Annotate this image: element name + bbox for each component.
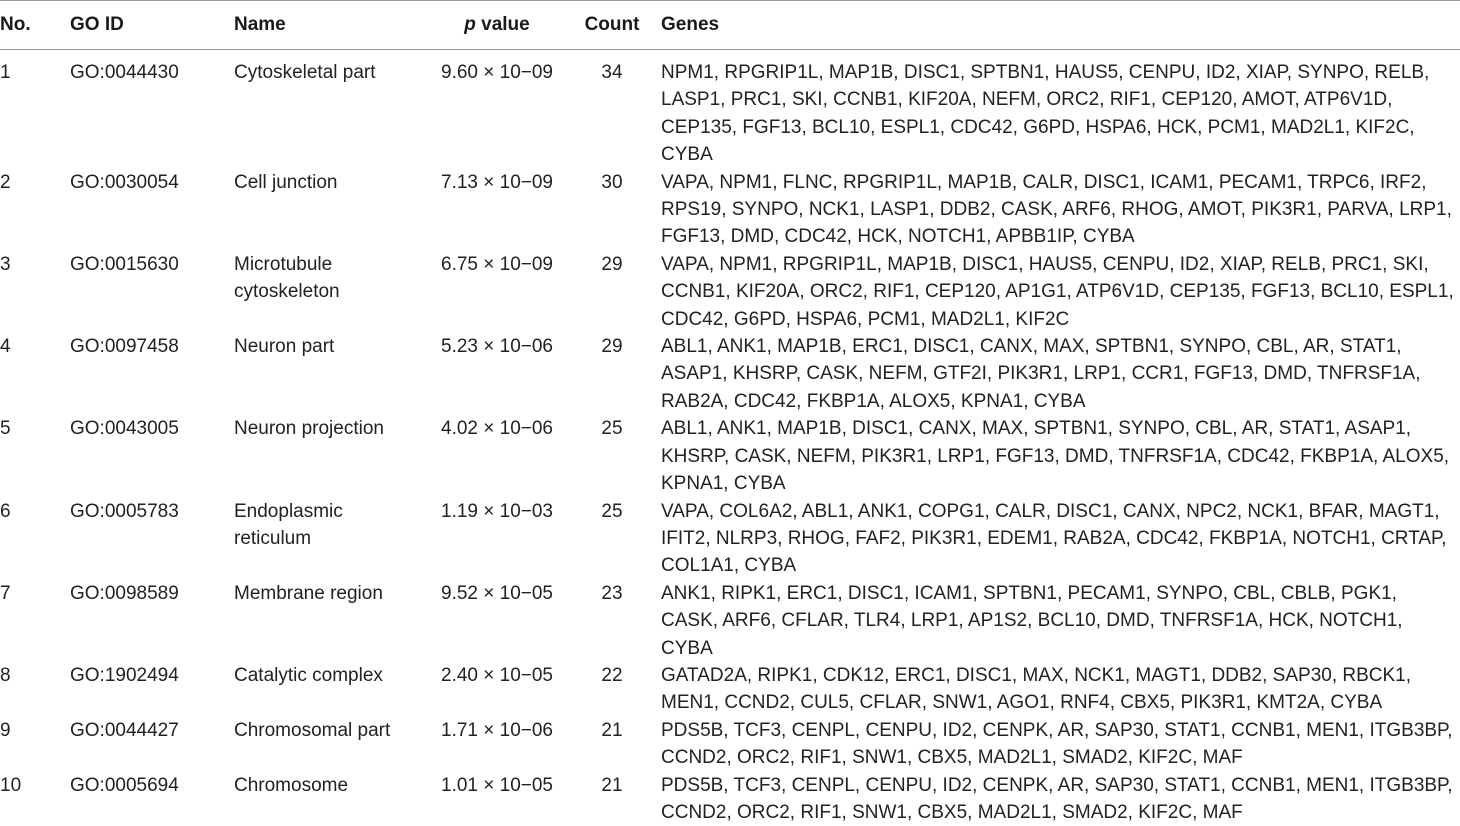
header-go-id: GO ID — [68, 1, 234, 50]
header-p-value-rest: value — [475, 14, 530, 35]
cell-name: Endoplasmic reticulum — [234, 500, 343, 549]
table-header — [0, 1, 1460, 50]
cell-go-id: GO:0044430 — [70, 62, 179, 83]
cell-go-id: GO:0030054 — [70, 171, 179, 193]
cell-no: 2 — [0, 171, 11, 193]
cell-genes: VAPA, COL6A2, ABL1, ANK1, COPG1, CALR, DISC1, CANX, NPC2, NCK1, BFAR, MAGT1, IFIT2, NLRP3, RHOG, FAF2, PIK3R1, EDEM1, RAB2A, CDC42, FKBP1A, NOTCH1, CRTAP, COL1A1, CYBA — [661, 500, 1447, 577]
cell-count: 25 — [601, 500, 623, 522]
cell-count: 29 — [601, 336, 623, 358]
table-row — [0, 169, 1460, 251]
cell-name: Cytoskeletal part — [234, 62, 376, 83]
table-row — [0, 333, 1460, 415]
cell-count: 21 — [601, 719, 623, 741]
cell-p-value: 1.01 × 10−05 — [441, 774, 553, 796]
cell-count: 22 — [601, 664, 623, 686]
cell-name: Cell junction — [234, 171, 338, 193]
table-row — [0, 717, 1460, 772]
cell-name: Chromosomal part — [234, 719, 391, 741]
cell-genes: GATAD2A, RIPK1, CDK12, ERC1, DISC1, MAX, NCK1, MAGT1, DDB2, SAP30, RBCK1, MEN1, CCND2, CUL5, CFLAR, SNW1, AGO1, RNF4, CBX5, PIK3R1, KMT2A, CYBA — [661, 664, 1412, 714]
cell-name: Neuron part — [234, 336, 335, 358]
cell-go-id: GO:0098589 — [70, 582, 179, 604]
cell-p-value: 9.52 × 10−05 — [441, 582, 553, 604]
cell-no: 8 — [0, 664, 11, 686]
cell-count: 25 — [601, 418, 623, 440]
cell-go-id: GO:0097458 — [70, 336, 179, 358]
table-body — [0, 50, 1460, 826]
cell-name: Chromosome — [234, 774, 349, 796]
cell-no: 6 — [0, 500, 11, 522]
cell-go-id: GO:0044427 — [70, 719, 179, 741]
header-p-value-italic: p — [464, 14, 476, 35]
cell-genes: VAPA, NPM1, FLNC, RPGRIP1L, MAP1B, CALR, DISC1, ICAM1, PECAM1, TRPC6, IRF2, RPS19, SYNPO, NCK1, LASP1, DDB2, CASK, ARF6, RHOG, AMOT, PIK3R1, PARVA, LRP1, FGF13, DMD, CDC42, HCK, NOTCH1, APBB1IP, CYBA — [661, 171, 1452, 248]
cell-go-id: GO:0005783 — [70, 500, 179, 522]
cell-go-id: GO:1902494 — [70, 664, 179, 686]
header-p-value — [422, 1, 572, 50]
cell-genes: ANK1, RIPK1, ERC1, DISC1, ICAM1, SPTBN1, PECAM1, SYNPO, CBL, CBLB, PGK1, CASK, ARF6, CFLAR, TLR4, LRP1, AP1S2, BCL10, DMD, TNFRSF1A, HCK, NOTCH1, CYBA — [661, 582, 1403, 659]
cell-count: 34 — [601, 62, 623, 83]
cell-p-value: 1.19 × 10−03 — [441, 500, 553, 522]
cell-genes: PDS5B, TCF3, CENPL, CENPU, ID2, CENPK, AR, SAP30, STAT1, CCNB1, MEN1, ITGB3BP, CCND2, ORC2, RIF1, SNW1, CBX5, MAD2L1, SMAD2, KIF2C, MAF — [661, 719, 1453, 769]
header-genes: Genes — [652, 1, 1460, 50]
cell-p-value: 9.60 × 10−09 — [441, 62, 553, 83]
cell-no: 1 — [0, 62, 11, 83]
table-row — [0, 251, 1460, 333]
cell-no: 9 — [0, 719, 11, 741]
cell-go-id: GO:0005694 — [70, 774, 179, 796]
cell-count: 29 — [601, 253, 623, 275]
header-count: Count — [572, 1, 652, 50]
cell-genes: NPM1, RPGRIP1L, MAP1B, DISC1, SPTBN1, HAUS5, CENPU, ID2, XIAP, SYNPO, RELB, LASP1, PRC1, SKI, CCNB1, KIF20A, NEFM, ORC2, RIF1, CEP120, AMOT, ATP6V1D, CEP135, FGF13, BCL10, ESPL1, CDC42, G6PD, HSPA6, HCK, PCM1, MAD2L1, KIF2C, CYBA — [661, 62, 1430, 166]
cell-p-value: 1.71 × 10−06 — [441, 719, 553, 741]
table-row — [0, 498, 1460, 580]
header-row — [0, 1, 1460, 50]
cell-no: 4 — [0, 336, 11, 358]
cell-name: Membrane region — [234, 582, 383, 604]
cell-genes: ABL1, ANK1, MAP1B, ERC1, DISC1, CANX, MAX, SPTBN1, SYNPO, CBL, AR, STAT1, ASAP1, KHSRP, CASK, NEFM, GTF2I, PIK3R1, LRP1, CCR1, FGF13, DMD, TNFRSF1A, RAB2A, CDC42, FKBP1A, ALOX5, KPNA1, CYBA — [661, 336, 1421, 412]
cell-count: 23 — [601, 582, 623, 604]
header-name: Name — [234, 1, 422, 50]
header-no: No. — [0, 1, 68, 50]
table-row — [0, 662, 1460, 717]
cell-no: 10 — [0, 774, 22, 796]
cell-name: Neuron projection — [234, 418, 384, 440]
cell-p-value: 7.13 × 10−09 — [441, 171, 553, 193]
table-row — [0, 50, 1460, 169]
cell-p-value: 5.23 × 10−06 — [441, 336, 553, 358]
cell-genes: VAPA, NPM1, RPGRIP1L, MAP1B, DISC1, HAUS5, CENPU, ID2, XIAP, RELB, PRC1, SKI, CCNB1, KIF20A, ORC2, RIF1, CEP120, AP1G1, ATP6V1D, CEP135, FGF13, BCL10, ESPL1, CDC42, G6PD, HSPA6, PCM1, MAD2L1, KIF2C — [661, 253, 1454, 330]
cell-count: 21 — [601, 774, 623, 796]
cell-p-value: 6.75 × 10−09 — [441, 253, 553, 275]
cell-genes: ABL1, ANK1, MAP1B, DISC1, CANX, MAX, SPTBN1, SYNPO, CBL, AR, STAT1, ASAP1, KHSRP, CASK, NEFM, PIK3R1, LRP1, FGF13, DMD, TNFRSF1A, CDC42, FKBP1A, ALOX5, KPNA1, CYBA — [661, 418, 1450, 495]
cell-no: 3 — [0, 253, 11, 275]
cell-p-value: 2.40 × 10−05 — [441, 664, 553, 686]
cell-no: 5 — [0, 418, 11, 440]
cell-name: Catalytic complex — [234, 664, 383, 686]
cell-go-id: GO:0043005 — [70, 418, 179, 440]
cell-p-value: 4.02 × 10−06 — [441, 418, 553, 440]
cell-genes: PDS5B, TCF3, CENPL, CENPU, ID2, CENPK, AR, SAP30, STAT1, CCNB1, MEN1, ITGB3BP, CCND2, ORC2, RIF1, SNW1, CBX5, MAD2L1, SMAD2, KIF2C, MAF — [661, 774, 1453, 823]
cell-go-id: GO:0015630 — [70, 253, 179, 275]
cell-no: 7 — [0, 582, 11, 604]
table-row — [0, 580, 1460, 662]
table-row — [0, 772, 1460, 826]
cell-name: Microtubule cytoskeleton — [234, 253, 340, 303]
table-row — [0, 415, 1460, 497]
cell-count: 30 — [601, 171, 623, 193]
